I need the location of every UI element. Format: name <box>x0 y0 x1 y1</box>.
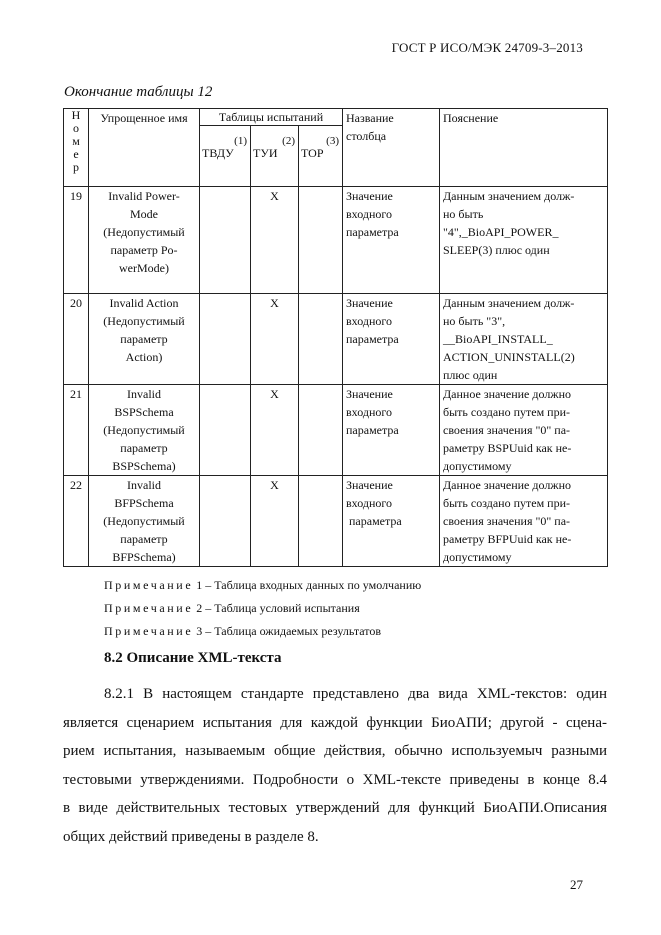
table-row <box>64 385 608 476</box>
paragraph-line: в виде действительных тестовых утверждений для функций БиоАПИ.Описания <box>63 800 607 816</box>
row-column-name: Значение входного параметра <box>343 294 440 385</box>
row-tvdu <box>200 187 251 294</box>
row-name: Invalid BFPSchema (Недопустимый параметр BFPSchema) <box>89 476 200 567</box>
note-number: 3 <box>196 624 203 638</box>
header-number: Н о м е р <box>64 109 89 187</box>
row-explanation: Данным значением долж- но быть "3", __BioAPI_INSTALL_ ACTION_UNINSTALL(2) плюс один <box>440 294 608 385</box>
table-notes <box>104 576 421 645</box>
row-tor <box>299 385 343 476</box>
standard-header: ГОСТ Р ИСО/МЭК 24709-3–2013 <box>391 40 583 55</box>
table-row <box>64 476 608 567</box>
row-number: 21 <box>64 385 89 476</box>
paragraph-line: является сценарием испытания для каждой функции БиоАПИ; другой - сцена- <box>63 714 607 731</box>
paragraph-line: общих действий приведены в разделе 8. <box>63 828 319 845</box>
row-tvdu <box>200 294 251 385</box>
row-number: 22 <box>64 476 89 567</box>
note-text: – Таблица ожидаемых результатов <box>205 624 381 638</box>
table-header-row <box>64 109 608 126</box>
row-name: Invalid Action (Недопустимый параметр Action) <box>89 294 200 385</box>
row-name: Invalid Power- Mode (Недопустимый параметр Po- werMode) <box>89 187 200 294</box>
header-explanation: Пояснение <box>440 109 608 187</box>
row-tui: X <box>251 385 299 476</box>
header-test-tables: Таблицы испытаний <box>200 109 343 126</box>
table-row <box>64 187 608 294</box>
note-item <box>104 576 421 599</box>
section-paragraph <box>63 680 607 851</box>
note-keyword: Примечание <box>104 578 194 592</box>
page-number: 27 <box>570 877 583 892</box>
row-tvdu <box>200 476 251 567</box>
table-caption: Окончание таблицы 12 <box>64 84 213 100</box>
note-text: – Таблица входных данных по умолчанию <box>205 578 422 592</box>
row-explanation: Данным значением долж- но быть "4",_BioAPI_POWER_ SLEEP(3) плюс один <box>440 187 608 294</box>
section-heading: 8.2 Описание XML-текста <box>104 650 282 666</box>
note-item <box>104 599 421 622</box>
row-name: Invalid BSPSchema (Недопустимый параметр BSPSchema) <box>89 385 200 476</box>
row-number: 20 <box>64 294 89 385</box>
row-tor <box>299 294 343 385</box>
header-tui: ТУИ (2) <box>251 126 299 187</box>
header-simple-name: Упрощенное имя <box>89 109 200 187</box>
note-item <box>104 622 421 645</box>
row-tor <box>299 187 343 294</box>
note-keyword: Примечание <box>104 601 194 615</box>
row-column-name: Значение входного параметра <box>343 476 440 567</box>
note-keyword: Примечание <box>104 624 194 638</box>
paragraph-line: рием испытания, называемым общие действия, обычно используемыч разными <box>63 743 607 759</box>
row-tui: X <box>251 187 299 294</box>
header-tor: ТОР (3) <box>299 126 343 187</box>
row-tui: X <box>251 476 299 567</box>
row-number: 19 <box>64 187 89 294</box>
row-column-name: Значение входного параметра <box>343 187 440 294</box>
test-table <box>63 108 608 567</box>
row-explanation: Данное значение должно быть создано путем при- своения значения "0" па- раметру BFPUuid как не- допустимому <box>440 476 608 567</box>
row-tvdu <box>200 385 251 476</box>
paragraph-line: тестовыми утверждениями. Подробности о XML-тексте приведены в конце 8.4 <box>63 771 607 788</box>
paragraph-line: 8.2.1 В настоящем стандарте представлено два вида XML-текстов: один <box>104 686 607 702</box>
table-row <box>64 294 608 385</box>
row-explanation: Данное значение должно быть создано путем при- своения значения "0" па- раметру BSPUuid как не- допустимому <box>440 385 608 476</box>
row-column-name: Значение входного параметра <box>343 385 440 476</box>
note-number: 1 <box>196 578 203 592</box>
note-text: – Таблица условий испытания <box>205 601 360 615</box>
note-number: 2 <box>196 601 203 615</box>
row-tui: X <box>251 294 299 385</box>
header-column-name: Название столбца <box>343 109 440 187</box>
row-tor <box>299 476 343 567</box>
header-tvdu: ТВДУ (1) <box>200 126 251 187</box>
